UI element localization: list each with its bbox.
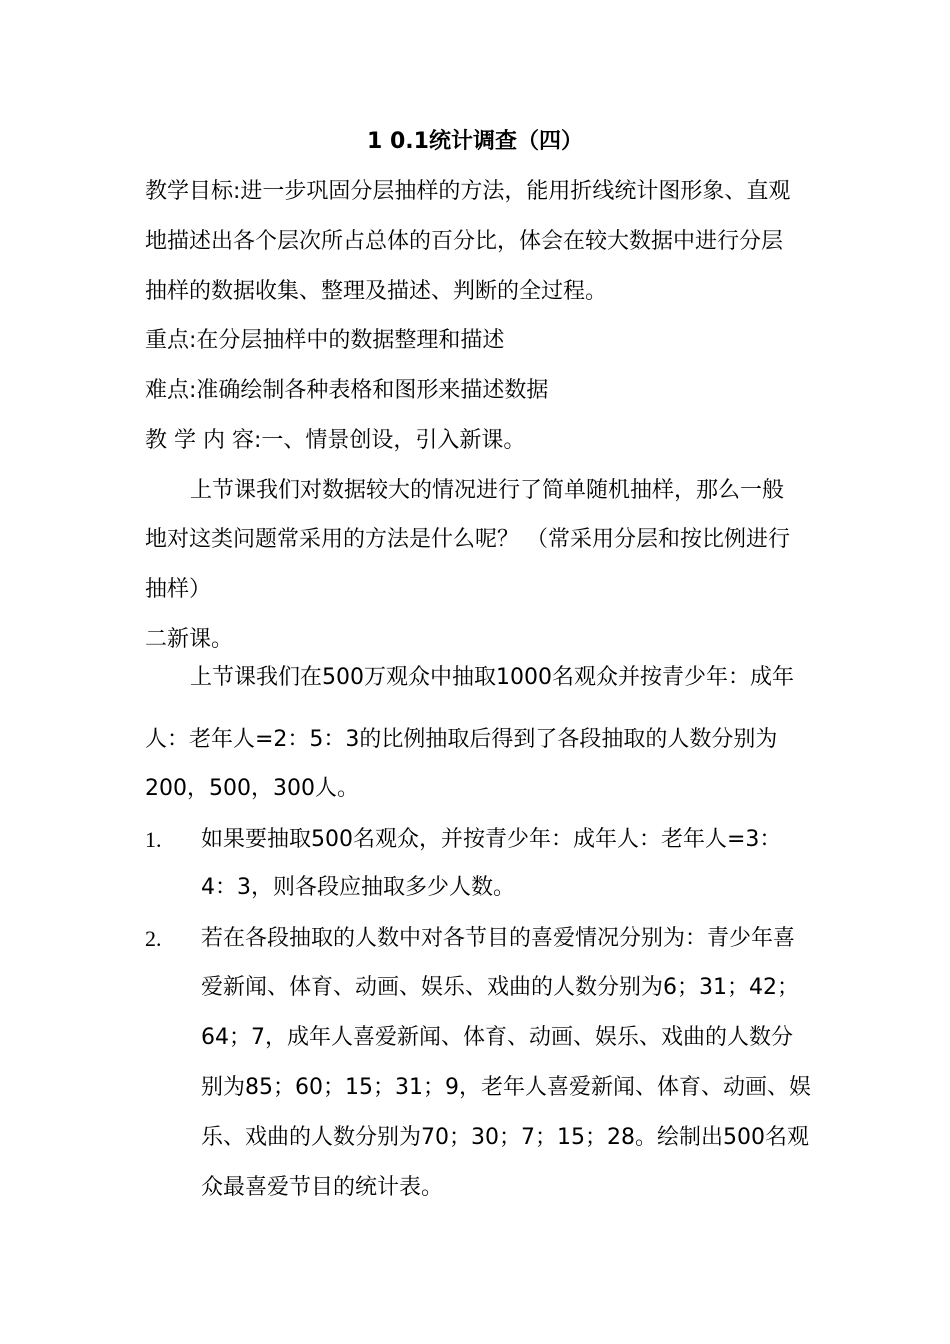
question-2-number: 2. xyxy=(145,926,162,951)
new-lesson-line-2: 人：老年人=2：5：3的比例抽取后得到了各段抽取的人数分别为 xyxy=(145,727,778,752)
intro-line-2: 地对这类问题常采用的方法是什么呢？ （常采用分层和按比例进行 xyxy=(145,527,790,552)
content-heading: 教 学 内 容:一、情景创设，引入新课。 xyxy=(145,428,526,453)
objective-line-3: 抽样的数据收集、整理及描述、判断的全过程。 xyxy=(145,279,608,304)
key-point: 重点:在分层抽样中的数据整理和描述 xyxy=(145,328,505,353)
question-2-line-4: 别为85；60；15；31；9，老年人喜爱新闻、体育、动画、娱 xyxy=(201,1075,811,1100)
question-1-line-1: 如果要抽取500名观众，并按青少年：成年人：老年人=3： xyxy=(201,827,782,852)
intro-line-3: 抽样） xyxy=(145,577,212,602)
question-2-line-6: 众最喜爱节目的统计表。 xyxy=(201,1175,444,1200)
difficulty: 难点:准确绘制各种表格和图形来描述数据 xyxy=(145,378,549,403)
objective-line-2: 地描述出各个层次所占总体的百分比，体会在较大数据中进行分层 xyxy=(145,229,784,254)
question-2-line-1: 若在各段抽取的人数中对各节目的喜爱情况分别为：青少年喜 xyxy=(201,926,796,951)
new-lesson-heading: 二新课。 xyxy=(145,627,234,652)
page-title: 1 0.1统计调查（四） xyxy=(367,129,583,154)
question-2-line-5: 乐、戏曲的人数分别为70；30；7；15；28。绘制出500名观 xyxy=(201,1125,809,1150)
new-lesson-line-1: 上节课我们在500万观众中抽取1000名观众并按青少年：成年 xyxy=(190,665,794,690)
intro-line-1: 上节课我们对数据较大的情况进行了简单随机抽样，那么一般 xyxy=(190,478,785,503)
question-2-line-2: 爱新闻、体育、动画、娱乐、戏曲的人数分别为6；31；42； xyxy=(201,975,799,1000)
question-2-line-3: 64；7，成年人喜爱新闻、体育、动画、娱乐、戏曲的人数分 xyxy=(201,1025,793,1050)
objective-line-1: 教学目标:进一步巩固分层抽样的方法，能用折线统计图形象、直观 xyxy=(145,179,791,204)
question-1-number: 1. xyxy=(145,827,162,852)
new-lesson-line-3: 200，500，300人。 xyxy=(145,776,359,801)
question-1-line-2: 4：3，则各段应抽取多少人数。 xyxy=(201,875,515,900)
